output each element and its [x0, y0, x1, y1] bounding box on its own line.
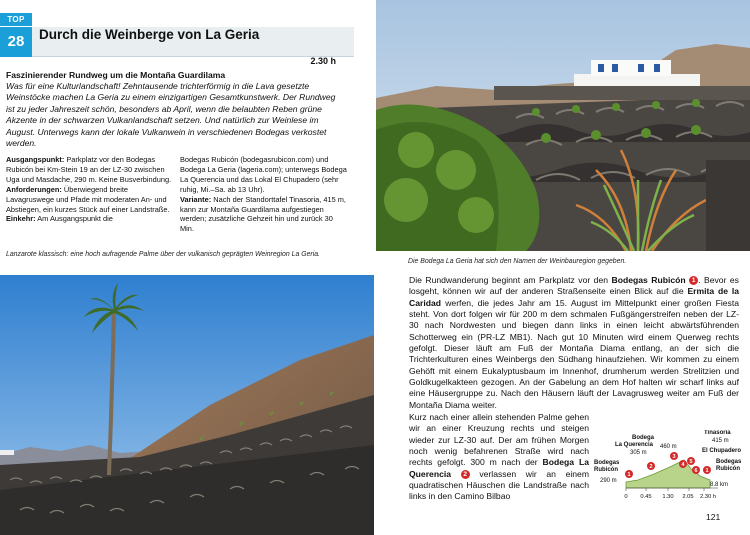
- tour-title: Durch die Weinberge von La Geria: [39, 27, 260, 42]
- label-querencia-2: La Querencia: [615, 442, 654, 448]
- info-column-left: [6, 155, 174, 224]
- subheading: Faszinierender Rundweg um die Montaña Guardilama: [6, 70, 226, 80]
- start-label: Ausgangspunkt:: [6, 155, 65, 164]
- waypoint-marker: 1: [689, 276, 698, 285]
- profile-tick: 0.45: [640, 494, 652, 500]
- body-text-segment: verlassen wir an einem quadratischen Häuschen die Landstraße nach links in den Camino Bilbao: [409, 468, 590, 502]
- body-text-segment: . Bevor es losgeht, können wir auf der anderen Straßenseite einen Blick auf die: [409, 275, 739, 297]
- variant-text: Nach der Standorttafel Tinasoria, 415 m, kann zur Montaña Guardilama aufgestiegen werden; zusätzliche Gehzeit hin und zurück 30 Min.: [180, 194, 346, 234]
- place-name: Bodegas Rubicón: [611, 275, 686, 285]
- body-text-segment: Die Rundwanderung beginnt am Parkplatz vor den: [409, 275, 612, 285]
- body-text-segment: werfen, die jedes Jahr am 15. August im Mittelpunkt einer großen Fiesta steht. Von dort folgen wir für 200 m dem schmalen Fußgängerstreifen neben der LZ-30 nach Nordwesten und biegen dann links in einen leicht abwärtsführenden Schotterweg ein (PR-LZ MB1). Nach gut 10 Minuten wird einem Querweg rechts gefolgt. Dieser läuft am Fuß der Montaña Diama entlang, an der sich die Trichterkulturen eines Weinbergs den Südhang hinaufziehen. Wir kommen zu einem Gehöft mit einem Eukalyptusbaum im Innenhof, drumherum werden Strelitzien und Goldkugelkakteen gezogen. An der Gabelung an dem Hof halten wir scharf links auf eine Häusergruppe zu. Nach den Häusern läuft der Lavagrusweg weiter am Fuß der Montaña Diama weiter.: [409, 297, 739, 410]
- tour-duration: 2.30 h: [310, 56, 336, 66]
- label-querencia: Bodega: [632, 435, 655, 441]
- bodega-photo: [376, 0, 750, 251]
- label-tinasoria: Tinasoria: [704, 430, 731, 436]
- waypoint-marker: 2: [461, 470, 470, 479]
- rest-stop-label: Einkehr:: [6, 214, 36, 224]
- label-tinasoria-alt: 415 m: [712, 438, 729, 444]
- start-text: Parkplatz vor den Bodegas Rubicón bei Km-Stein 19 an der LZ-30 zwischen Uga und Masdache, 290 m. Keine Busverbindung.: [6, 155, 172, 184]
- profile-tick: 0: [624, 494, 628, 500]
- palm-vineyard-photo: [0, 275, 374, 535]
- tour-number: 28: [0, 27, 32, 57]
- page-number: 121: [706, 512, 721, 522]
- profile-marker: 6: [694, 468, 698, 474]
- label-rubicon-right-1: Bodegas: [716, 459, 742, 465]
- caption-right: Die Bodega La Geria hat sich den Namen der Weinbauregion gegeben.: [408, 258, 627, 265]
- label-rubicon-left-2: Rubicón: [594, 467, 618, 473]
- label-chupadero: El Chupadero: [702, 448, 742, 454]
- label-460: 460 m: [660, 444, 677, 450]
- profile-tick: 1.30: [662, 494, 674, 500]
- profile-tick: 2.05: [682, 494, 694, 500]
- rest-stop-text: Am Ausgangspunkt die: [37, 214, 113, 224]
- label-querencia-alt: 305 m: [630, 450, 647, 456]
- elevation-profile: [592, 430, 744, 505]
- caption-left: Lanzarote klassisch: eine hoch aufragende Palme über der vulkanisch geprägten Weinregion La Geria.: [6, 251, 320, 258]
- top-badge: TOP: [0, 13, 32, 26]
- profile-marker: 3: [672, 454, 676, 460]
- route-description: [409, 275, 739, 411]
- body-text-segment: Kurz nach einer allein stehenden Palme gehen wir an einer Kreuzung rechts und steigen wieder zur LZ-30 auf. Der am frühen Morgen noch wenig befahrenen Straße wird nach rechts gefolgt. 300 m nach der: [409, 412, 589, 468]
- label-distance: 8.8 km: [710, 482, 729, 488]
- profile-marker: 1: [627, 472, 631, 478]
- label-rubicon-right-2: Rubicón: [716, 466, 740, 472]
- requirements-text: Überwiegend breite Lavagruswege und Pfade mit moderaten An- und Abstiegen, ein kurzes Stück auf einer Landstraße.: [6, 184, 170, 214]
- title-bar: [0, 27, 354, 66]
- profile-marker: 5: [689, 459, 693, 465]
- rest-stop-continued: Bodegas Rubicón (bodegasrubicon.com) und Bodega La Geria (lageria.com); unterwegs Bodega La Querencia und das Lokal El Chupadero (sehr ruhig, Mi.–Sa. ab 13 Uhr).: [180, 155, 347, 194]
- profile-tick: 2.30 h: [699, 494, 717, 500]
- profile-marker: 1: [705, 468, 709, 474]
- info-column-right: [180, 155, 348, 234]
- requirements-label: Anforderungen:: [6, 184, 62, 194]
- label-rubicon-left-1: Bodegas: [594, 460, 620, 466]
- profile-marker: 4: [681, 462, 685, 468]
- place-name: Ermita de la Caridad: [409, 286, 740, 308]
- profile-marker: 2: [649, 464, 653, 470]
- variant-label: Variante:: [180, 194, 212, 204]
- route-description-continued: [409, 412, 589, 503]
- intro-paragraph: Was für eine Kulturlandschaft! Zehntausende trichterförmig in die Lava gesetzte Weinstöcke machen La Geria zu einem einzigartigen Gesamtkunstwerk. Der Rundweg ist zu jeder Jahreszeit schön, besonders ab April, wenn die belaubten Reben grüne Akzente in der schwarzen Vulkanlandschaft setzen. Und natürlich zur Weinlese im August. Unterwegs kann der lokale Vulkanwein in verschiedenen Bodegas verkostet werden.: [6, 81, 336, 149]
- label-rubicon-alt: 290 m: [600, 478, 617, 484]
- place-name: Bodega La Querencia: [409, 457, 589, 479]
